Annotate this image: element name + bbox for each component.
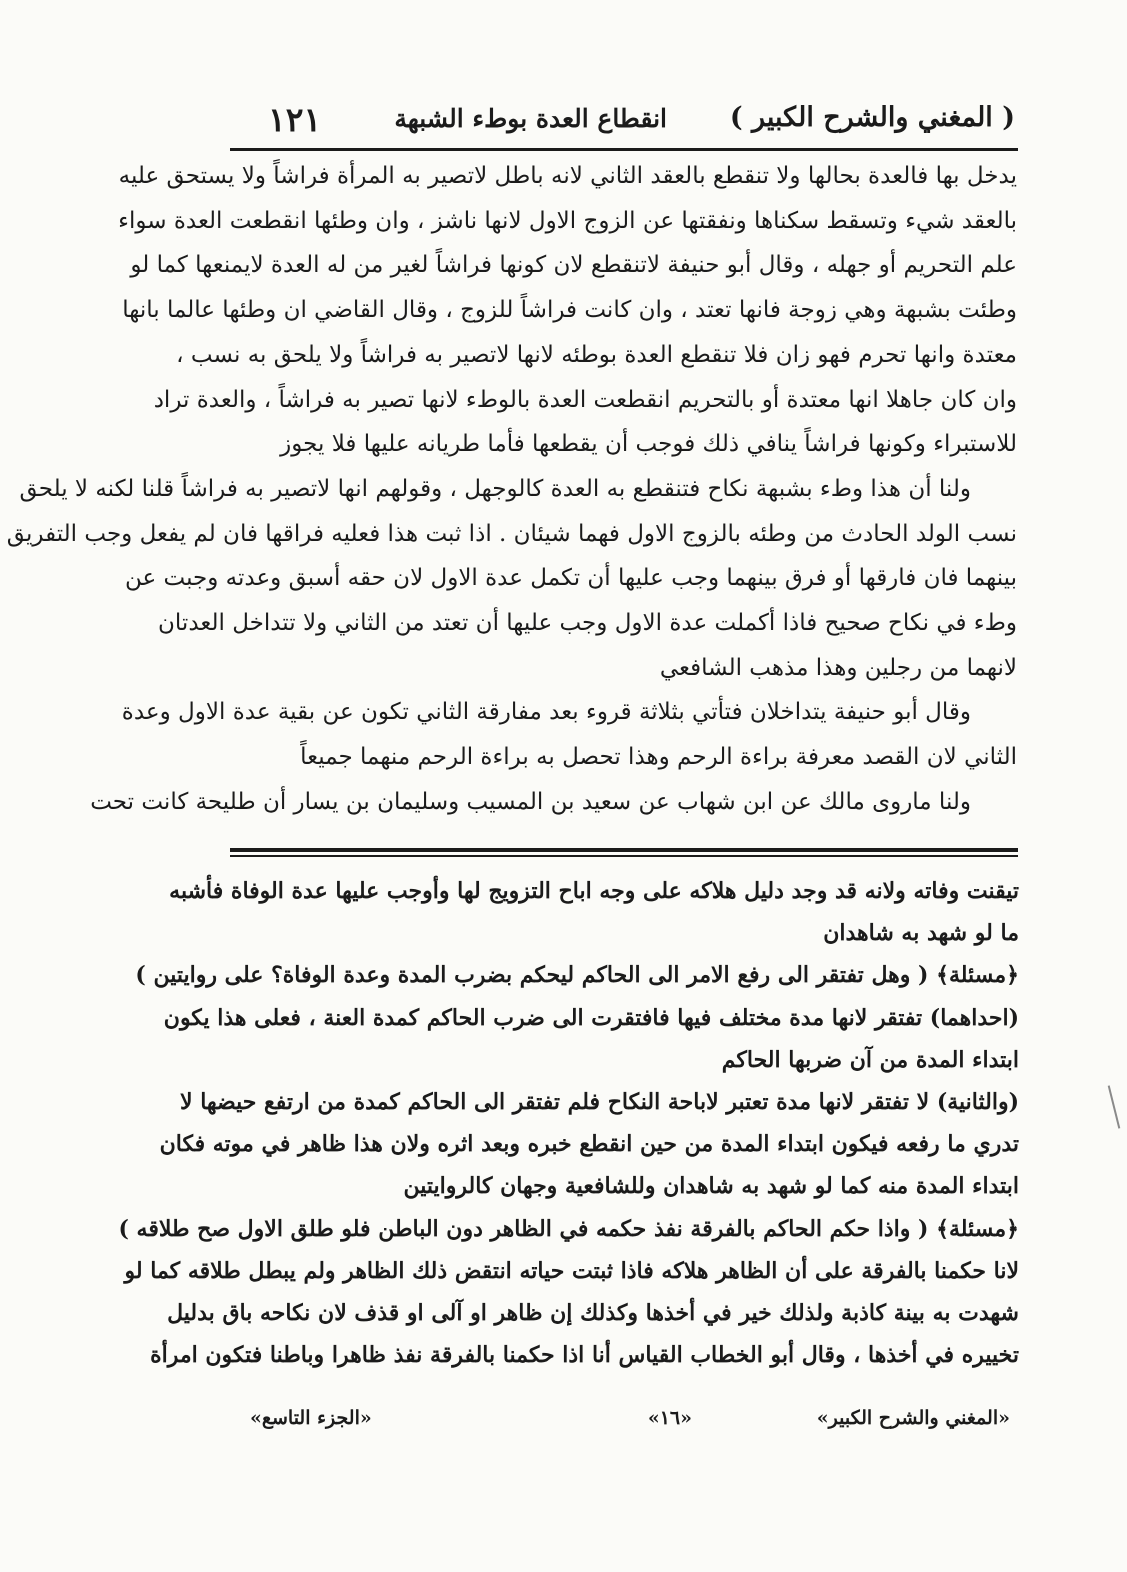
- main-text-line: وطئت بشبهة وهي زوجة فانها تعتد ، وان كانت فراشاً للزوج ، وقال القاضي ان وطئها عالما بانها: [122, 297, 1017, 324]
- main-text-line: يدخل بها فالعدة بحالها ولا تنقطع بالعقد الثاني لانه باطل لاتصير به المرأة فراشاً ولا يستحق عليه: [118, 163, 1017, 189]
- main-text-line: وان كان جاهلا انها معتدة أو بالتحريم انقطعت العدة بالوطء لانها تصير به فراشاً ، والعدة تراد: [153, 386, 1017, 413]
- commentary-line: (احداهما) تفتقر لانها مدة مختلف فيها فافتقرت الى ضرب الحاكم كمدة العنة ، فعلى هذا يكون: [163, 1004, 1019, 1031]
- main-text-line: بينهما فان فارقها أو فرق بينهما وجب عليها أن تكمل عدة الاول لان حقه أسبق وعدته وجبت عن: [124, 565, 1017, 592]
- running-header: [230, 100, 1015, 146]
- commentary-line: ﴿مسئلة﴾ ( واذا حكم الحاكم بالفرقة نفذ حكمه في الظاهر دون الباطن فلو طلق الاول صح طلاقه ): [118, 1215, 1019, 1242]
- footer-book-name: «المغني والشرح الكبير»: [816, 1407, 1010, 1429]
- header-rule: [230, 148, 1018, 151]
- main-text-line: لانهما من رجلين وهذا مذهب الشافعي: [659, 654, 1017, 681]
- commentary-line: تيقنت وفاته ولانه قد وجد دليل هلاكه على وجه اباح التزويج لها وأوجب عليها عدة الوفاة فأشبه: [169, 878, 1019, 904]
- book-title: ( المغني والشرح الكبير ): [729, 102, 1015, 133]
- commentary-block: [118, 870, 1019, 1376]
- main-text-line: معتدة وانها تحرم فهو زان فلا تنقطع العدة بوطئه لانها لاتصير به فراشاً ولا يلحق به نسب ،: [176, 341, 1017, 368]
- section-separator-thin: [230, 855, 1018, 857]
- commentary-line: تدري ما رفعه فيكون ابتداء المدة من حين انقطع خبره وبعد اثره ولان هذا ظاهر في موته فكان: [159, 1131, 1019, 1158]
- commentary-line: ابتداء المدة من آن ضربها الحاكم: [721, 1046, 1019, 1073]
- main-text-line: للاستبراء وكونها فراشاً ينافي ذلك فوجب أن يقطعها فأما طريانه عليها فلا يجوز: [280, 431, 1017, 458]
- section-separator: [230, 848, 1018, 852]
- commentary-line: (والثانية) لا تفتقر لانها مدة تعتبر لاباحة النكاح فلم تفتقر الى الحاكم كمدة من ارتفع حيضها لا: [180, 1089, 1019, 1116]
- commentary-line: لانا حكمنا بالفرقة على أن الظاهر هلاكه فاذا ثبتت حياته انتقض ذلك الظاهر ولم يبطل طلاقه كما لو: [124, 1257, 1019, 1284]
- chapter-title: انقطاع العدة بوطء الشبهة: [394, 104, 667, 133]
- main-text-line: نسب الولد الحادث من وطئه بالزوج الاول فهما شيئان . اذا ثبت هذا فعليه فراقها فان لم يفعل وجب التفريق: [6, 520, 1017, 547]
- main-text-line: وطء في نكاح صحيح فاذا أكملت عدة الاول وجب عليها أن تعتد من الثاني ولا تتداخل العدتان: [158, 610, 1017, 637]
- footer-sheet-number: «١٦»: [647, 1407, 692, 1429]
- commentary-line: ابتداء المدة منه كما لو شهد به شاهدان وللشافعية وجهان كالروايتين: [403, 1173, 1019, 1200]
- main-text-line: علم التحريم أو جهله ، وقال أبو حنيفة لاتنقطع لان كونها فراشاً لغير من له العدة لايمنعها كما لو: [130, 252, 1017, 279]
- main-text-line: بالعقد شيء وتسقط سكناها ونفقتها عن الزوج الاول لانها ناشز ، وان وطئها انقطعت العدة سواء: [118, 207, 1017, 234]
- footer-volume: «الجزء التاسع»: [250, 1407, 372, 1429]
- main-text-line: ولنا ماروى مالك عن ابن شهاب عن سعيد بن المسيب وسليمان بن يسار أن طليحة كانت تحت: [90, 788, 971, 815]
- scan-artifact: [1108, 1085, 1121, 1128]
- page-number: ١٢١: [268, 100, 322, 139]
- main-text-line: وقال أبو حنيفة يتداخلان فتأتي بثلاثة قروء بعد مفارقة الثاني تكون عن بقية عدة الاول وعدة: [121, 699, 971, 726]
- commentary-line: ﴿مسئلة﴾ ( وهل تفتقر الى رفع الامر الى الحاكم ليحكم بضرب المدة وعدة الوفاة؟ على روايتين ): [135, 962, 1019, 989]
- main-text-line: الثاني لان القصد معرفة براءة الرحم وهذا تحصل به براءة الرحم منهما جميعاً: [300, 744, 1017, 771]
- commentary-line: شهدت به بينة كاذبة ولذلك خير في أخذها وكذلك إن ظاهر او آلى او قذف لان نكاحه باق بدليل: [167, 1300, 1019, 1327]
- main-text-block: [6, 154, 1017, 825]
- commentary-line: ما لو شهد به شاهدان: [823, 920, 1019, 947]
- main-text-line: ولنا أن هذا وطء بشبهة نكاح فتنقطع به العدة كالوجهل ، وقولهم انها لاتصير به فراشاً قلنا لكنه لا يلحق: [19, 475, 971, 502]
- page-footer: [250, 1407, 1010, 1443]
- commentary-line: تخييره في أخذها ، وقال أبو الخطاب القياس أنا اذا حكمنا بالفرقة نفذ ظاهرا وباطنا فتكون امرأة: [150, 1342, 1019, 1369]
